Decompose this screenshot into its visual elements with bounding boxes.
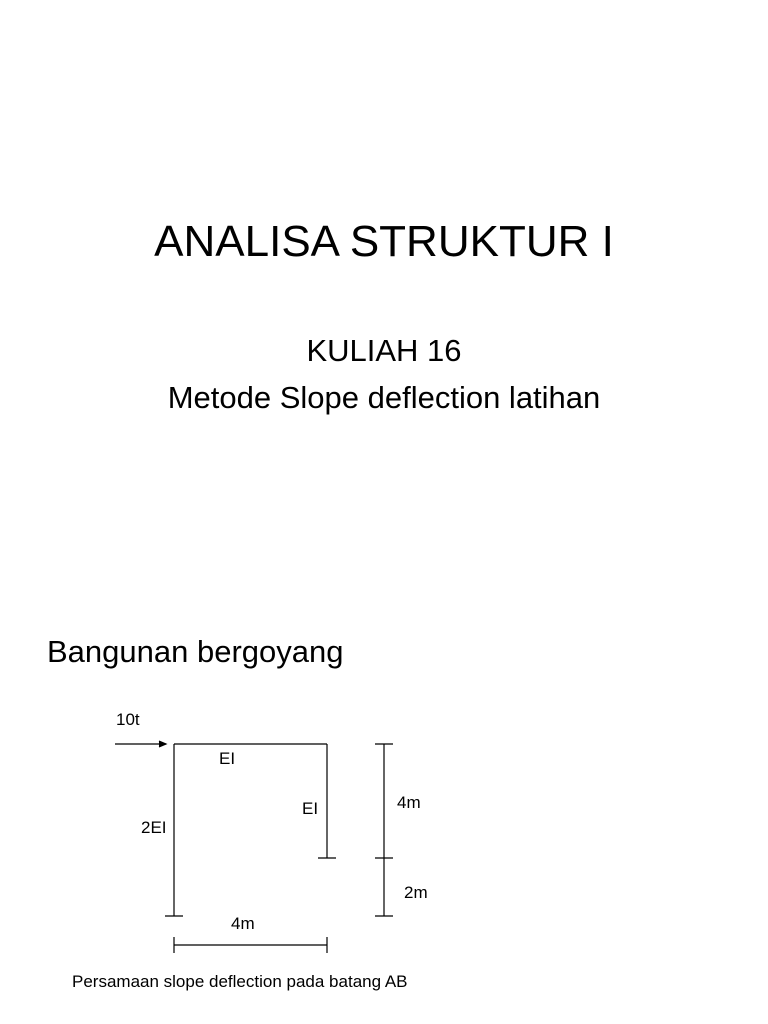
section-heading: Bangunan bergoyang <box>47 634 344 669</box>
lower-height-label: 2m <box>404 883 428 902</box>
caption: Persamaan slope deflection pada batang AB <box>72 972 408 991</box>
left-column-stiffness-label: 2EI <box>141 818 167 837</box>
upper-height-label: 4m <box>397 793 421 812</box>
lecture-topic: Metode Slope deflection latihan <box>167 380 601 415</box>
beam-stiffness-label: EI <box>219 749 236 768</box>
span-label: 4m <box>231 914 255 933</box>
load-label: 10t <box>116 710 140 729</box>
right-column-stiffness-label: EI <box>302 799 319 818</box>
load-arrow-head <box>159 741 166 747</box>
lecture-number: KULIAH 16 <box>306 333 462 368</box>
slide-title: ANALISA STRUKTUR I <box>154 217 614 266</box>
